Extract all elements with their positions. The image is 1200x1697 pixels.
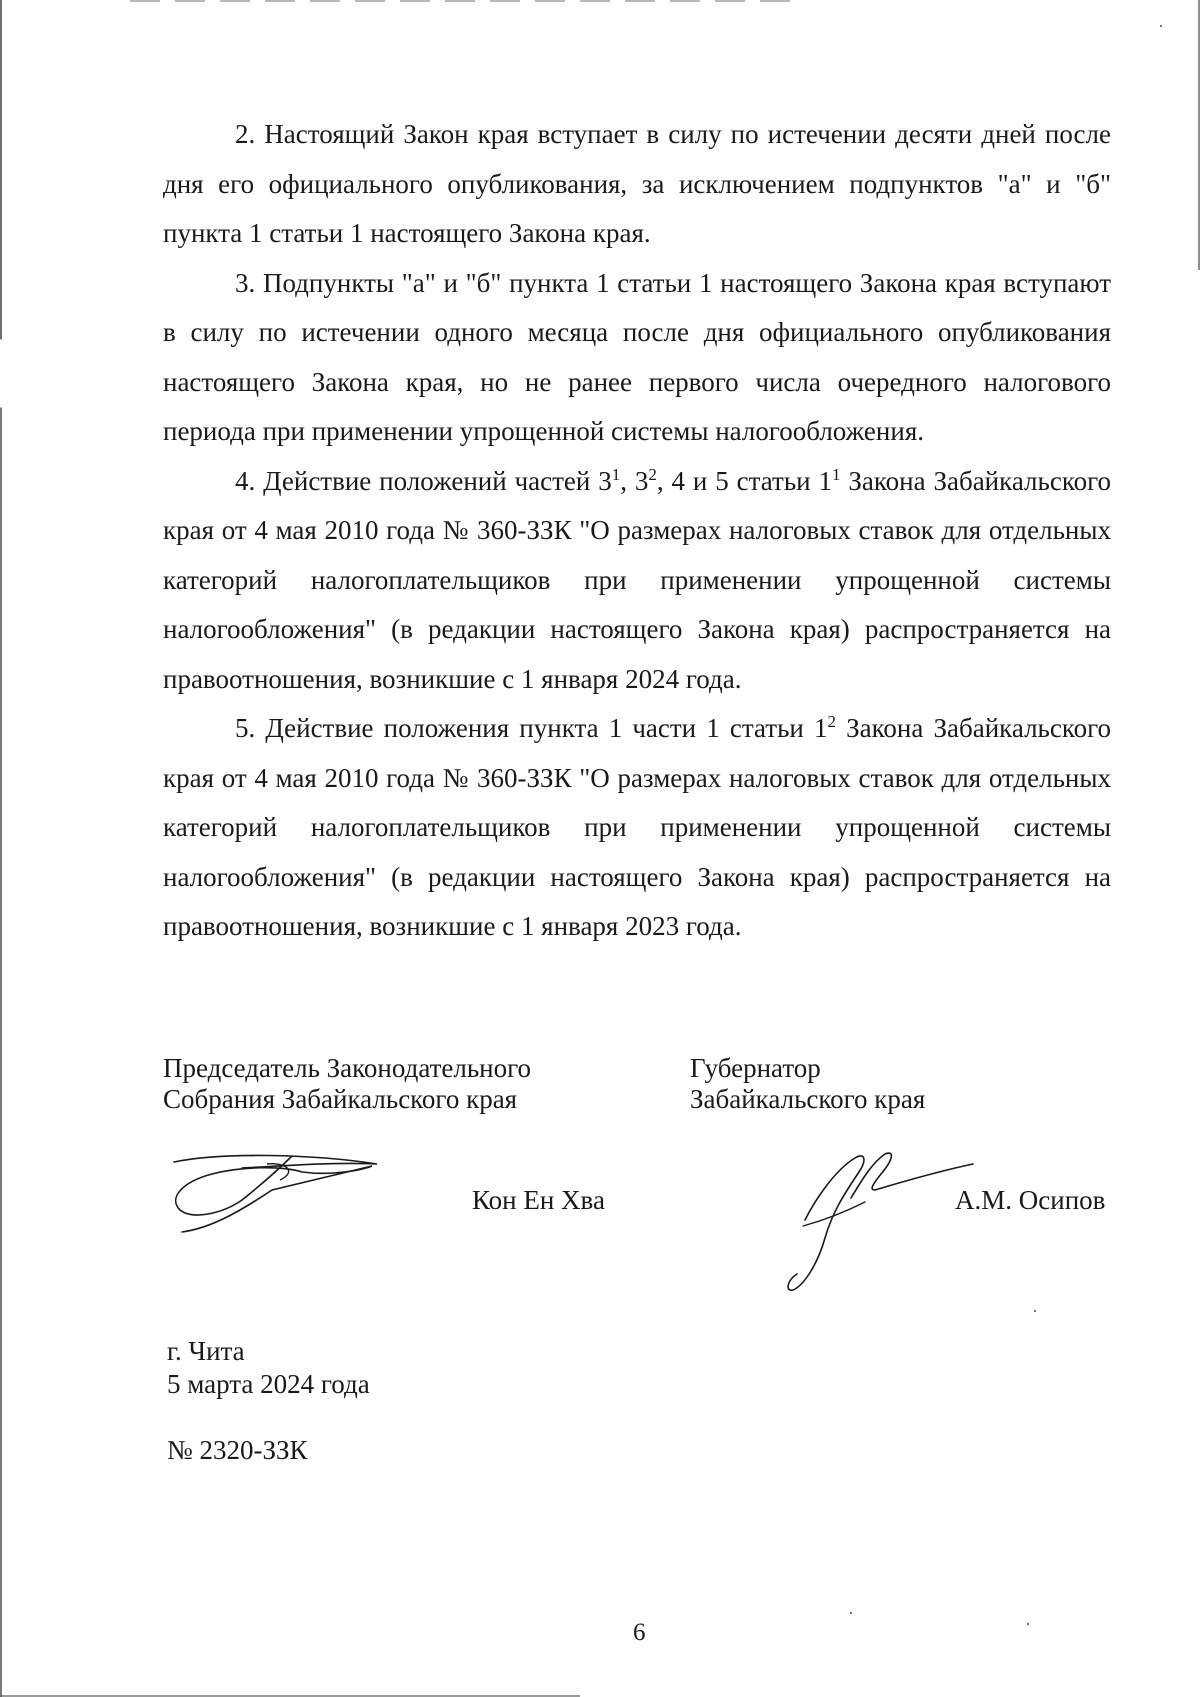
- paragraph-2: 2. Настоящий Закон края вступает в силу по истечении десяти дней после дня его официального опубликования, за исключением подпунктов "а" и "б" пункта 1 статьи 1 настоящего Закона края.: [163, 119, 1111, 248]
- paragraph-4: [163, 457, 1111, 705]
- chairman-title-line1: Председатель Законодательного: [163, 1053, 532, 1083]
- scan-speck: [1160, 25, 1162, 27]
- scan-edge-top: [130, 0, 790, 2]
- paragraph-4-mid: , 4 и 5 статьи 1: [656, 465, 832, 496]
- chairman-title-line2: Собрания Забайкальского края: [163, 1084, 518, 1114]
- scan-speck: [850, 1612, 852, 1614]
- superscript: 2: [648, 464, 657, 484]
- governor-name: А.М. Осипов: [955, 1185, 1106, 1215]
- scan-speck: [1027, 1623, 1029, 1625]
- scan-speck: [1034, 1310, 1036, 1312]
- paragraph-5-suffix: Закона Забайкальского края от 4 мая 2010 года № 360-ЗЗК "О размерах налоговых ставок для отдельных категорий налогоплательщиков при применении упрощенной системы налогообложения" (в редакции настоящего Закона края) распространяется на правоотношения, возникшие с 1 января 2023 года.: [163, 713, 1111, 941]
- paragraph-4-mid: , 3: [620, 465, 649, 496]
- superscript: 2: [827, 712, 836, 731]
- paragraph-5-prefix: 5. Действие положения пункта 1 части 1 статьи 1: [235, 713, 828, 743]
- paragraph-4-prefix: 4. Действие положений частей 3: [235, 465, 612, 496]
- law-body: [163, 110, 1111, 952]
- superscript: 1: [611, 464, 621, 484]
- law-number: № 2320-ЗЗК: [167, 1435, 308, 1465]
- place: г. Чита: [167, 1336, 245, 1366]
- governor-signature: [785, 1150, 980, 1300]
- paragraph-3: 3. Подпункты "а" и "б" пункта 1 статьи 1 настоящего Закона края вступают в силу по истечении одного месяца после дня официального опубликования настоящего Закона края, но не ранее первого числа очередного налогового периода при применении упрощенной системы налогообложения.: [163, 267, 1111, 446]
- governor-title: [690, 1053, 1090, 1115]
- governor-title-line1: Губернатор: [690, 1053, 821, 1083]
- chairman-name: Кон Ен Хва: [472, 1185, 605, 1215]
- superscript: 1: [831, 464, 841, 484]
- chairman-signature: [172, 1150, 382, 1235]
- scan-edge-left: [0, 0, 2, 1697]
- page-number: 6: [633, 1619, 646, 1646]
- paragraph-4-suffix: Закона Забайкальского края от 4 мая 2010 года № 360-ЗЗК "О размерах налоговых ставок для отдельных категорий налогоплательщиков при применении упрощенной системы налогообложения" (в редакции настоящего Закона края) распространяется на правоотношения, возникшие с 1 января 2024 года.: [163, 465, 1111, 694]
- chairman-title: [163, 1053, 603, 1115]
- date: 5 марта 2024 года: [167, 1369, 370, 1399]
- governor-title-line2: Забайкальского края: [690, 1084, 926, 1114]
- place-and-date: [167, 1335, 370, 1401]
- paragraph-5: [163, 704, 1111, 952]
